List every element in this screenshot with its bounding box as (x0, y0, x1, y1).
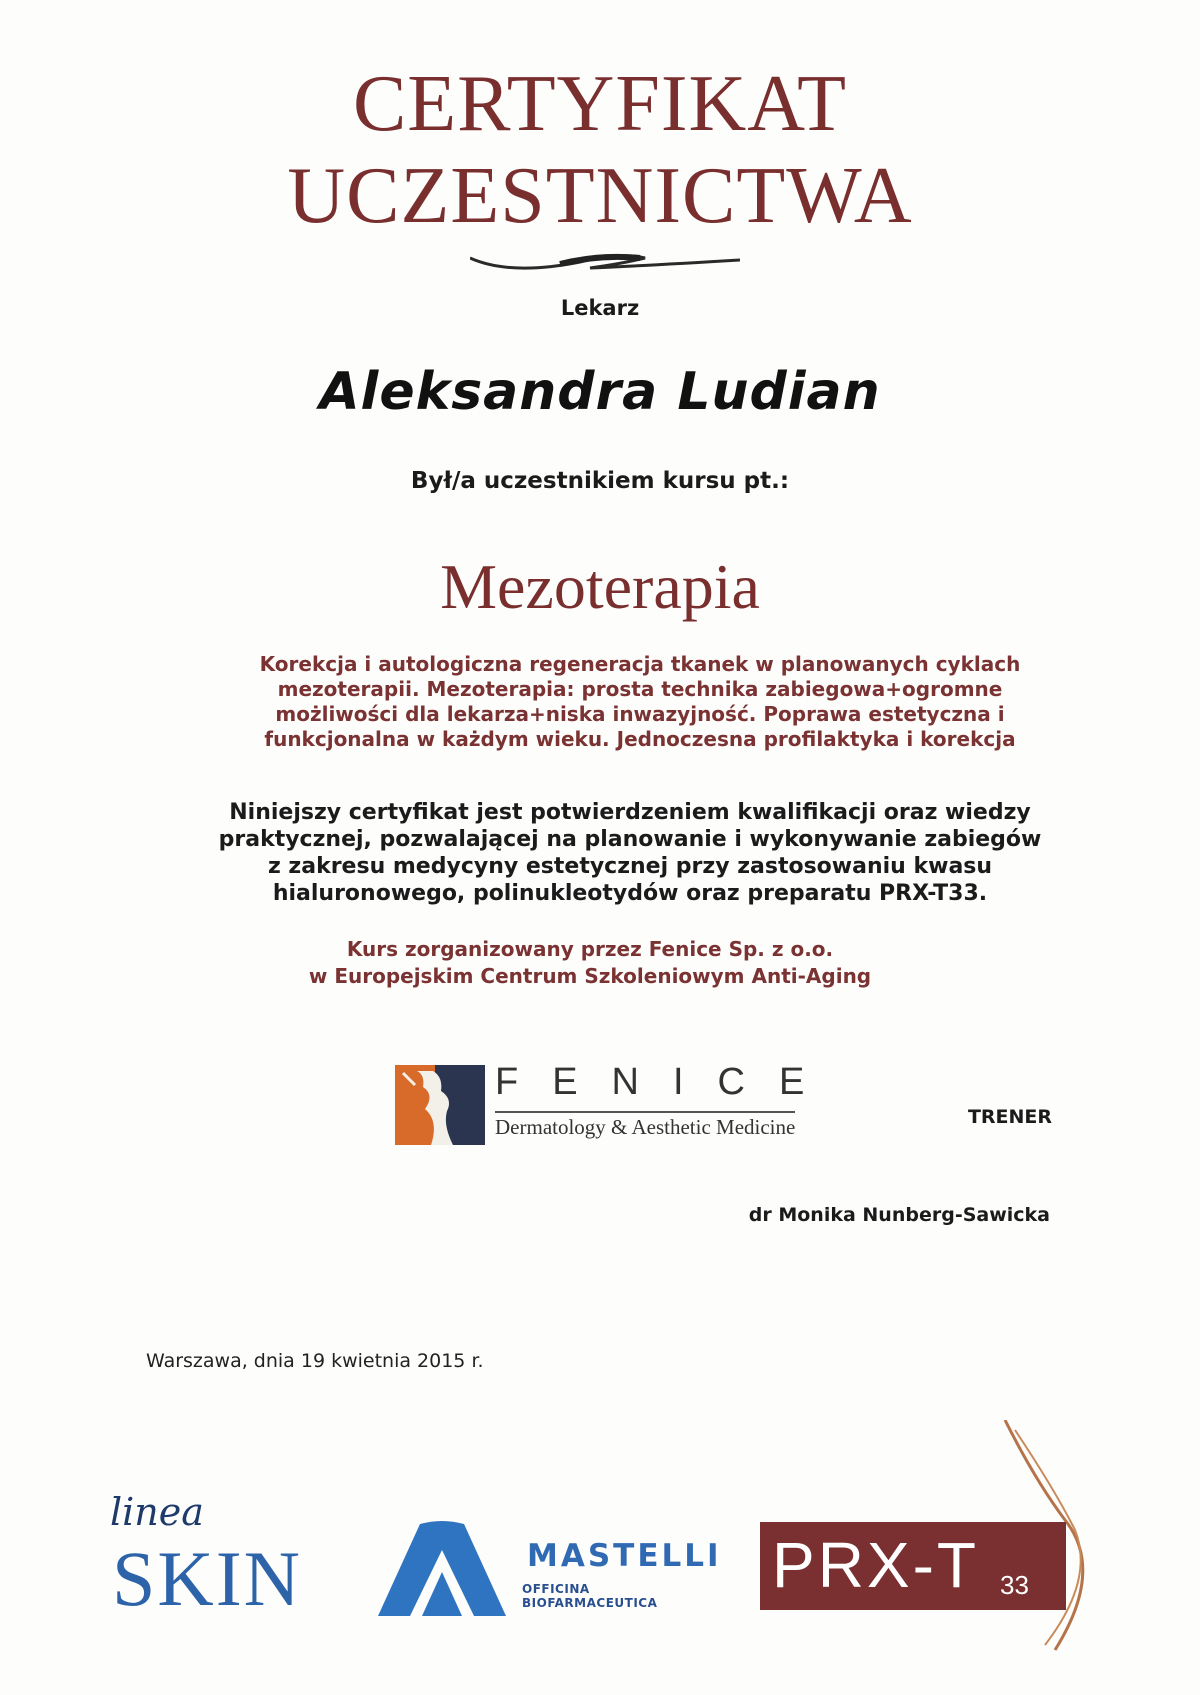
trainer-name: dr Monika Nunberg-Sawicka (748, 1204, 1050, 1226)
organizer-line: w Europejskim Centrum Szkoleniowym Anti-Aging (308, 964, 872, 988)
prx-logo-subscript: 33 (1000, 1570, 1029, 1600)
issue-date: Warszawa, dnia 19 kwietnia 2015 r. (146, 1350, 484, 1372)
course-description-line: możliwości dla lekarza+niska inwazyjność. Poprawa estetyczna i (275, 702, 1005, 726)
confirmation-statement (180, 799, 1080, 907)
linea-script-text: linea (110, 1490, 204, 1534)
confirmation-line: praktycznej, pozwalającej na planowanie i wykonywanie zabiegów (218, 827, 1042, 852)
decorative-swoosh (470, 250, 740, 280)
confirmation-line: hialuronowego, polinukleotydów oraz preparatu PRX-T33. (272, 881, 988, 906)
course-description (200, 652, 1080, 752)
skin-text: SKIN (112, 1535, 303, 1622)
organizer-info (200, 936, 980, 990)
course-description-line: mezoterapii. Mezoterapia: prosta technika zabiegowa+ogromne (277, 677, 1003, 701)
prx-logo-text: PRX-T (772, 1529, 979, 1601)
course-description-line: funkcjonalna w każdym wieku. Jednoczesna profilaktyka i korekcja (264, 727, 1016, 751)
organizer-line: Kurs zorganizowany przez Fenice Sp. z o.o. (346, 937, 834, 961)
prx-t33-logo (760, 1522, 1066, 1610)
certificate-title-line-2: UCZESTNICTWA (287, 152, 913, 240)
certificate-title-line-1: CERTYFIKAT (352, 60, 848, 148)
fenice-name: FENICE (495, 1061, 839, 1103)
confirmation-line: z zakresu medycyny estetycznej przy zastosowaniu kwasu (267, 854, 993, 879)
mastelli-m-icon (378, 1520, 506, 1620)
participant-name: Aleksandra Ludian (319, 362, 881, 422)
linea-skin-logo (110, 1490, 310, 1620)
confirmation-line: Niniejszy certyfikat jest potwierdzeniem kwalifikacji oraz wiedzy (229, 800, 1031, 825)
course-description-line: Korekcja i autologiczna regeneracja tkanek w planowanych cyklach (259, 652, 1021, 676)
course-title: Mezoterapia (440, 551, 760, 622)
trainer-label: TRENER (967, 1106, 1053, 1128)
mastelli-name: MASTELLI (527, 1538, 722, 1574)
fenice-divider (495, 1111, 795, 1113)
participant-role: Lekarz (560, 296, 640, 320)
fenice-tagline: Dermatology & Aesthetic Medicine (495, 1115, 796, 1139)
fenice-logo (395, 1061, 839, 1145)
mastelli-subtitle: OFFICINA BIOFARMACEUTICA (522, 1582, 658, 1610)
participation-intro: Był/a uczestnikiem kursu pt.: (410, 468, 790, 494)
fenice-figure-icon (395, 1065, 485, 1145)
